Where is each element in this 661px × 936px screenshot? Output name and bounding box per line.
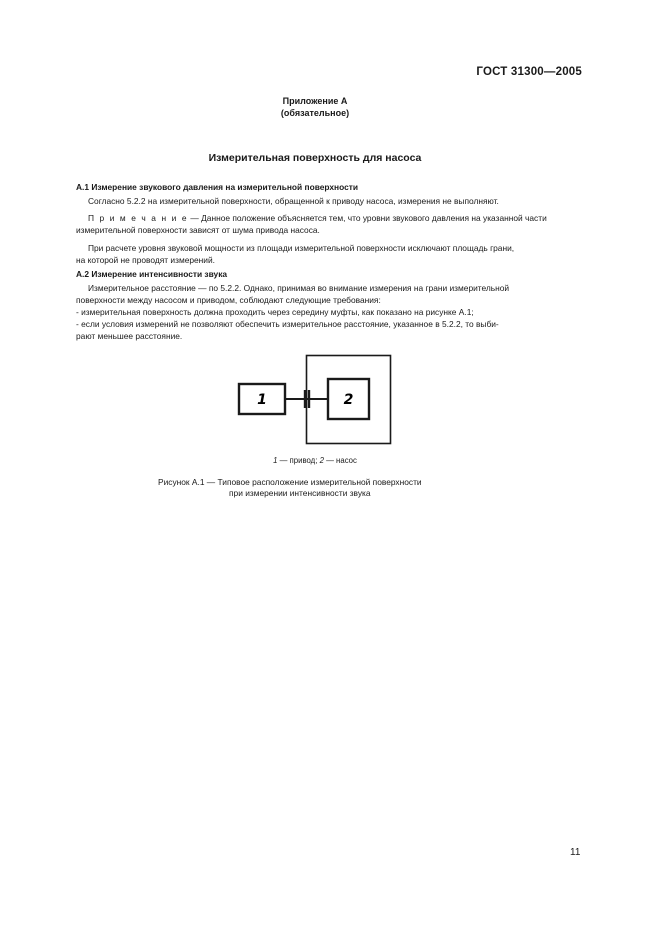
standard-number: ГОСТ 31300—2005 <box>476 66 582 78</box>
figure-caption-line-2: при измерении интенсивности звука <box>229 488 371 498</box>
list-item-2-line-1: - если условия измерений не позволяют обеспечить измерительное расстояние, указанное в 5.2.2, то выби- <box>76 319 499 329</box>
note-line-1 <box>88 212 595 225</box>
section-a1-paragraph-2-line-2: на которой не проводят измерений. <box>76 255 215 265</box>
section-a1-paragraph: Согласно 5.2.2 на измерительной поверхности, обращенной к приводу насоса, измерения не выполняют. <box>88 196 499 206</box>
pump-label: 2 <box>343 392 354 408</box>
note-text: — Данное положение объясняется тем, что уровни звукового давления на указанной части <box>188 213 547 223</box>
figure-diagram <box>235 354 395 448</box>
drive-label: 1 <box>257 392 267 408</box>
legend-text-1: — привод; <box>277 456 320 465</box>
section-a2-title: А.2 Измерение интенсивности звука <box>76 269 228 279</box>
list-item-2-line-2: рают меньшее расстояние. <box>76 331 183 341</box>
legend-number-2: 2 <box>319 456 324 465</box>
section-a1-title: А.1 Измерение звукового давления на измерительной поверхности <box>76 182 359 192</box>
note-label: П р и м е ч а н и е <box>88 213 189 223</box>
figure-legend <box>0 456 630 465</box>
note-line-2: измерительной поверхности зависят от шума привода насоса. <box>76 225 320 235</box>
appendix-subtitle: (обязательное) <box>280 108 350 118</box>
page-number: 11 <box>570 847 581 858</box>
appendix-title: Приложение А <box>282 96 348 106</box>
figure-caption-line-1: Рисунок А.1 — Типовое расположение измерительной поверхности <box>158 477 422 487</box>
list-item-1: - измерительная поверхность должна проходить через середину муфты, как показано на рисунке А.1; <box>76 307 474 317</box>
legend-text-2: — насос <box>323 456 357 465</box>
section-a2-paragraph-line-2: поверхности между насосом и приводом, соблюдают следующие требования: <box>76 295 381 305</box>
page-heading: Измерительная поверхность для насоса <box>208 152 422 164</box>
section-a2-paragraph-line-1: Измерительное расстояние — по 5.2.2. Однако, принимая во внимание измерения на грани измерительной <box>88 283 510 293</box>
legend-number-1: 1 <box>273 456 278 465</box>
section-a1-paragraph-2-line-1: При расчете уровня звуковой мощности из площади измерительной поверхности исключают площадь грани, <box>88 243 515 253</box>
